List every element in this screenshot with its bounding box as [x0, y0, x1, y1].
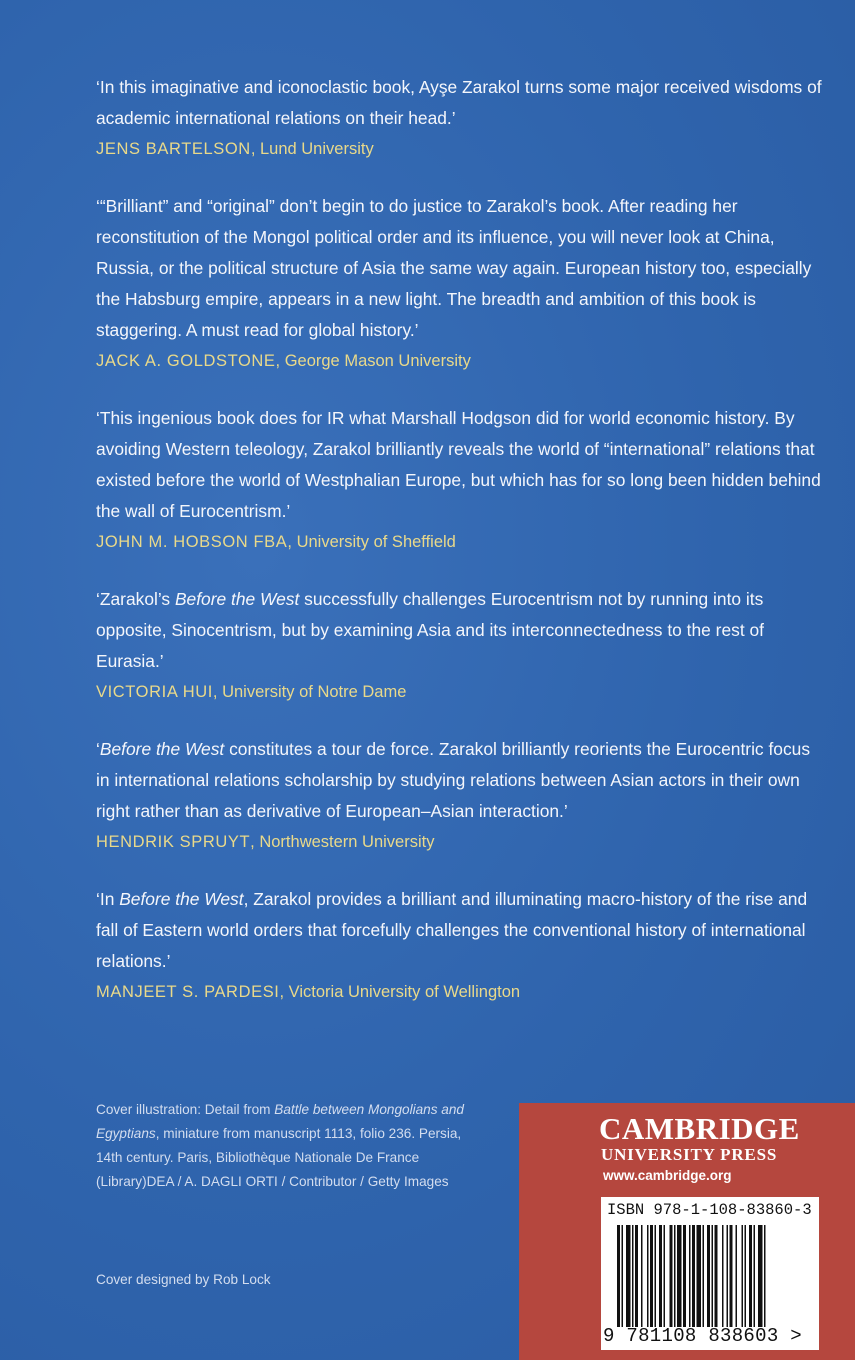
credits-text-start: Cover illustration: Detail from — [96, 1102, 275, 1117]
barcode-bar — [749, 1225, 752, 1327]
barcode-bar — [758, 1225, 763, 1327]
endorser-affiliation: , Lund University — [250, 140, 374, 158]
barcode-bar — [626, 1225, 631, 1327]
quote-text-start: ‘In — [96, 889, 120, 909]
barcode-bar — [659, 1225, 662, 1327]
endorser-affiliation: , Northwestern University — [250, 833, 435, 851]
endorser-name: JENS BARTELSON — [96, 140, 251, 158]
book-title: Before the West — [119, 889, 244, 909]
quote-text-end: successfully challenges Eurocentrism not by running into its opposite, Sinocentrism, but by examining Asia and its interconnectedness to the rest of Eurasia.’ — [96, 589, 764, 671]
endorser-name: VICTORIA HUI — [96, 683, 213, 701]
barcode-bar — [712, 1225, 714, 1327]
endorser-name: JOHN M. HOBSON FBA — [96, 533, 288, 551]
endorser-name: MANJEET S. PARDESI — [96, 983, 280, 1001]
attribution — [96, 980, 826, 1004]
quote-text — [96, 584, 826, 677]
barcode-bar — [670, 1225, 673, 1327]
quote-text — [96, 884, 826, 977]
barcode-digits: 9 781108 838603 > — [603, 1325, 802, 1347]
book-title: Before the West — [174, 589, 300, 609]
barcode-bar — [674, 1225, 676, 1327]
publisher-subtitle: UNIVERSITY PRESS — [601, 1145, 778, 1164]
endorsement-1 — [96, 72, 826, 161]
endorser-affiliation: , University of Sheffield — [287, 533, 456, 551]
attribution — [96, 349, 826, 373]
quote-text — [96, 734, 826, 827]
barcode-bar — [754, 1225, 756, 1327]
quote-text-end: constitutes a tour de force. Zarakol brilliantly reorients the Eurocentric focus in international relations scholarship by studying relations between Asian actors in their own right rather than as derivative of European–Asian interaction.’ — [96, 739, 811, 821]
barcode-bar — [697, 1225, 702, 1327]
cover-credits — [96, 1098, 486, 1194]
barcode-bar — [692, 1225, 695, 1327]
illustration-title: Battle between Mongolians and Egyptians — [96, 1102, 464, 1141]
barcode-bar — [683, 1225, 686, 1327]
barcode-bar — [617, 1225, 620, 1327]
quote-text: ‘This ingenious book does for IR what Marshall Hodgson did for world economic history. By avoiding Western teleology, Zarakol brilliantly reveals the world of “international” relations that existed before the world of Westphalian Europe, but which has for so long been hidden behind the wall of Eurocentrism.’ — [96, 408, 821, 521]
endorsement-4 — [96, 584, 826, 704]
attribution — [96, 530, 826, 554]
cover-designer: Cover designed by Rob Lock — [96, 1272, 271, 1287]
barcode-bar — [730, 1225, 733, 1327]
barcode-box — [601, 1197, 819, 1350]
attribution — [96, 830, 826, 854]
barcode-bar — [647, 1225, 649, 1327]
barcode-bar — [677, 1225, 682, 1327]
endorsement-5 — [96, 734, 826, 854]
barcode-bar — [632, 1225, 634, 1327]
endorsements — [96, 72, 826, 1034]
publisher-name: CAMBRIDGE — [599, 1111, 800, 1146]
endorsement-2 — [96, 191, 826, 373]
barcode-bar — [655, 1225, 657, 1327]
barcode-bar — [742, 1225, 744, 1327]
barcode-bar — [736, 1225, 738, 1327]
isbn-label: ISBN 978-1-108-83860-3 — [607, 1201, 812, 1219]
attribution — [96, 680, 826, 704]
barcode-bar — [635, 1225, 638, 1327]
endorsement-6 — [96, 884, 826, 1004]
barcode-icon — [617, 1225, 809, 1327]
credits-text-end: , miniature from manuscript 1113, folio 236. Persia, 14th century. Paris, Bibliothèque Nationale De France (Library)DEA / A. DAGLI ORTI / Contributor / Getty Images — [96, 1126, 462, 1189]
barcode-bar — [703, 1225, 705, 1327]
book-title: Before the West — [99, 739, 225, 759]
quote-text-start: ‘ — [96, 739, 100, 759]
barcode-bar — [641, 1225, 643, 1327]
endorser-name: JACK A. GOLDSTONE — [96, 352, 276, 370]
endorser-affiliation: , George Mason University — [275, 352, 471, 370]
quote-text: ‘“Brilliant” and “original” don’t begin to do justice to Zarakol’s book. After reading her reconstitution of the Mongol political order and its influence, you will never look at China, Russia, or the political structure of Asia the same way again. European history too, especially the Habsburg empire, appears in a new light. The breadth and ambition of this book is staggering. A must read for global history.’ — [96, 196, 812, 340]
endorser-affiliation: , Victoria University of Wellington — [279, 983, 521, 1001]
quote-text: ‘In this imaginative and iconoclastic book, Ayşe Zarakol turns some major received wisdoms of academic international relations on their head.’ — [96, 77, 822, 128]
barcode-bar — [722, 1225, 724, 1327]
attribution — [96, 137, 826, 161]
barcode-bar — [622, 1225, 624, 1327]
quote-text-end: , Zarakol provides a brilliant and illuminating macro-history of the rise and fall of Eastern world orders that forcefully challenges the conventional history of international relations.’ — [96, 889, 808, 971]
barcode-bar — [650, 1225, 653, 1327]
endorser-affiliation: , University of Notre Dame — [212, 683, 407, 701]
endorsement-3 — [96, 403, 826, 554]
barcode-bar — [689, 1225, 691, 1327]
publisher-panel — [519, 1103, 855, 1360]
barcode-bar — [707, 1225, 710, 1327]
barcode-bar — [764, 1225, 766, 1327]
barcode-bar — [745, 1225, 747, 1327]
publisher-url: www.cambridge.org — [603, 1168, 732, 1183]
barcode-bar — [715, 1225, 718, 1327]
barcode-bar — [727, 1225, 729, 1327]
barcode-bar — [664, 1225, 666, 1327]
quote-text-start: ‘Zarakol’s — [96, 589, 175, 609]
endorser-name: HENDRIK SPRUYT — [96, 833, 251, 851]
